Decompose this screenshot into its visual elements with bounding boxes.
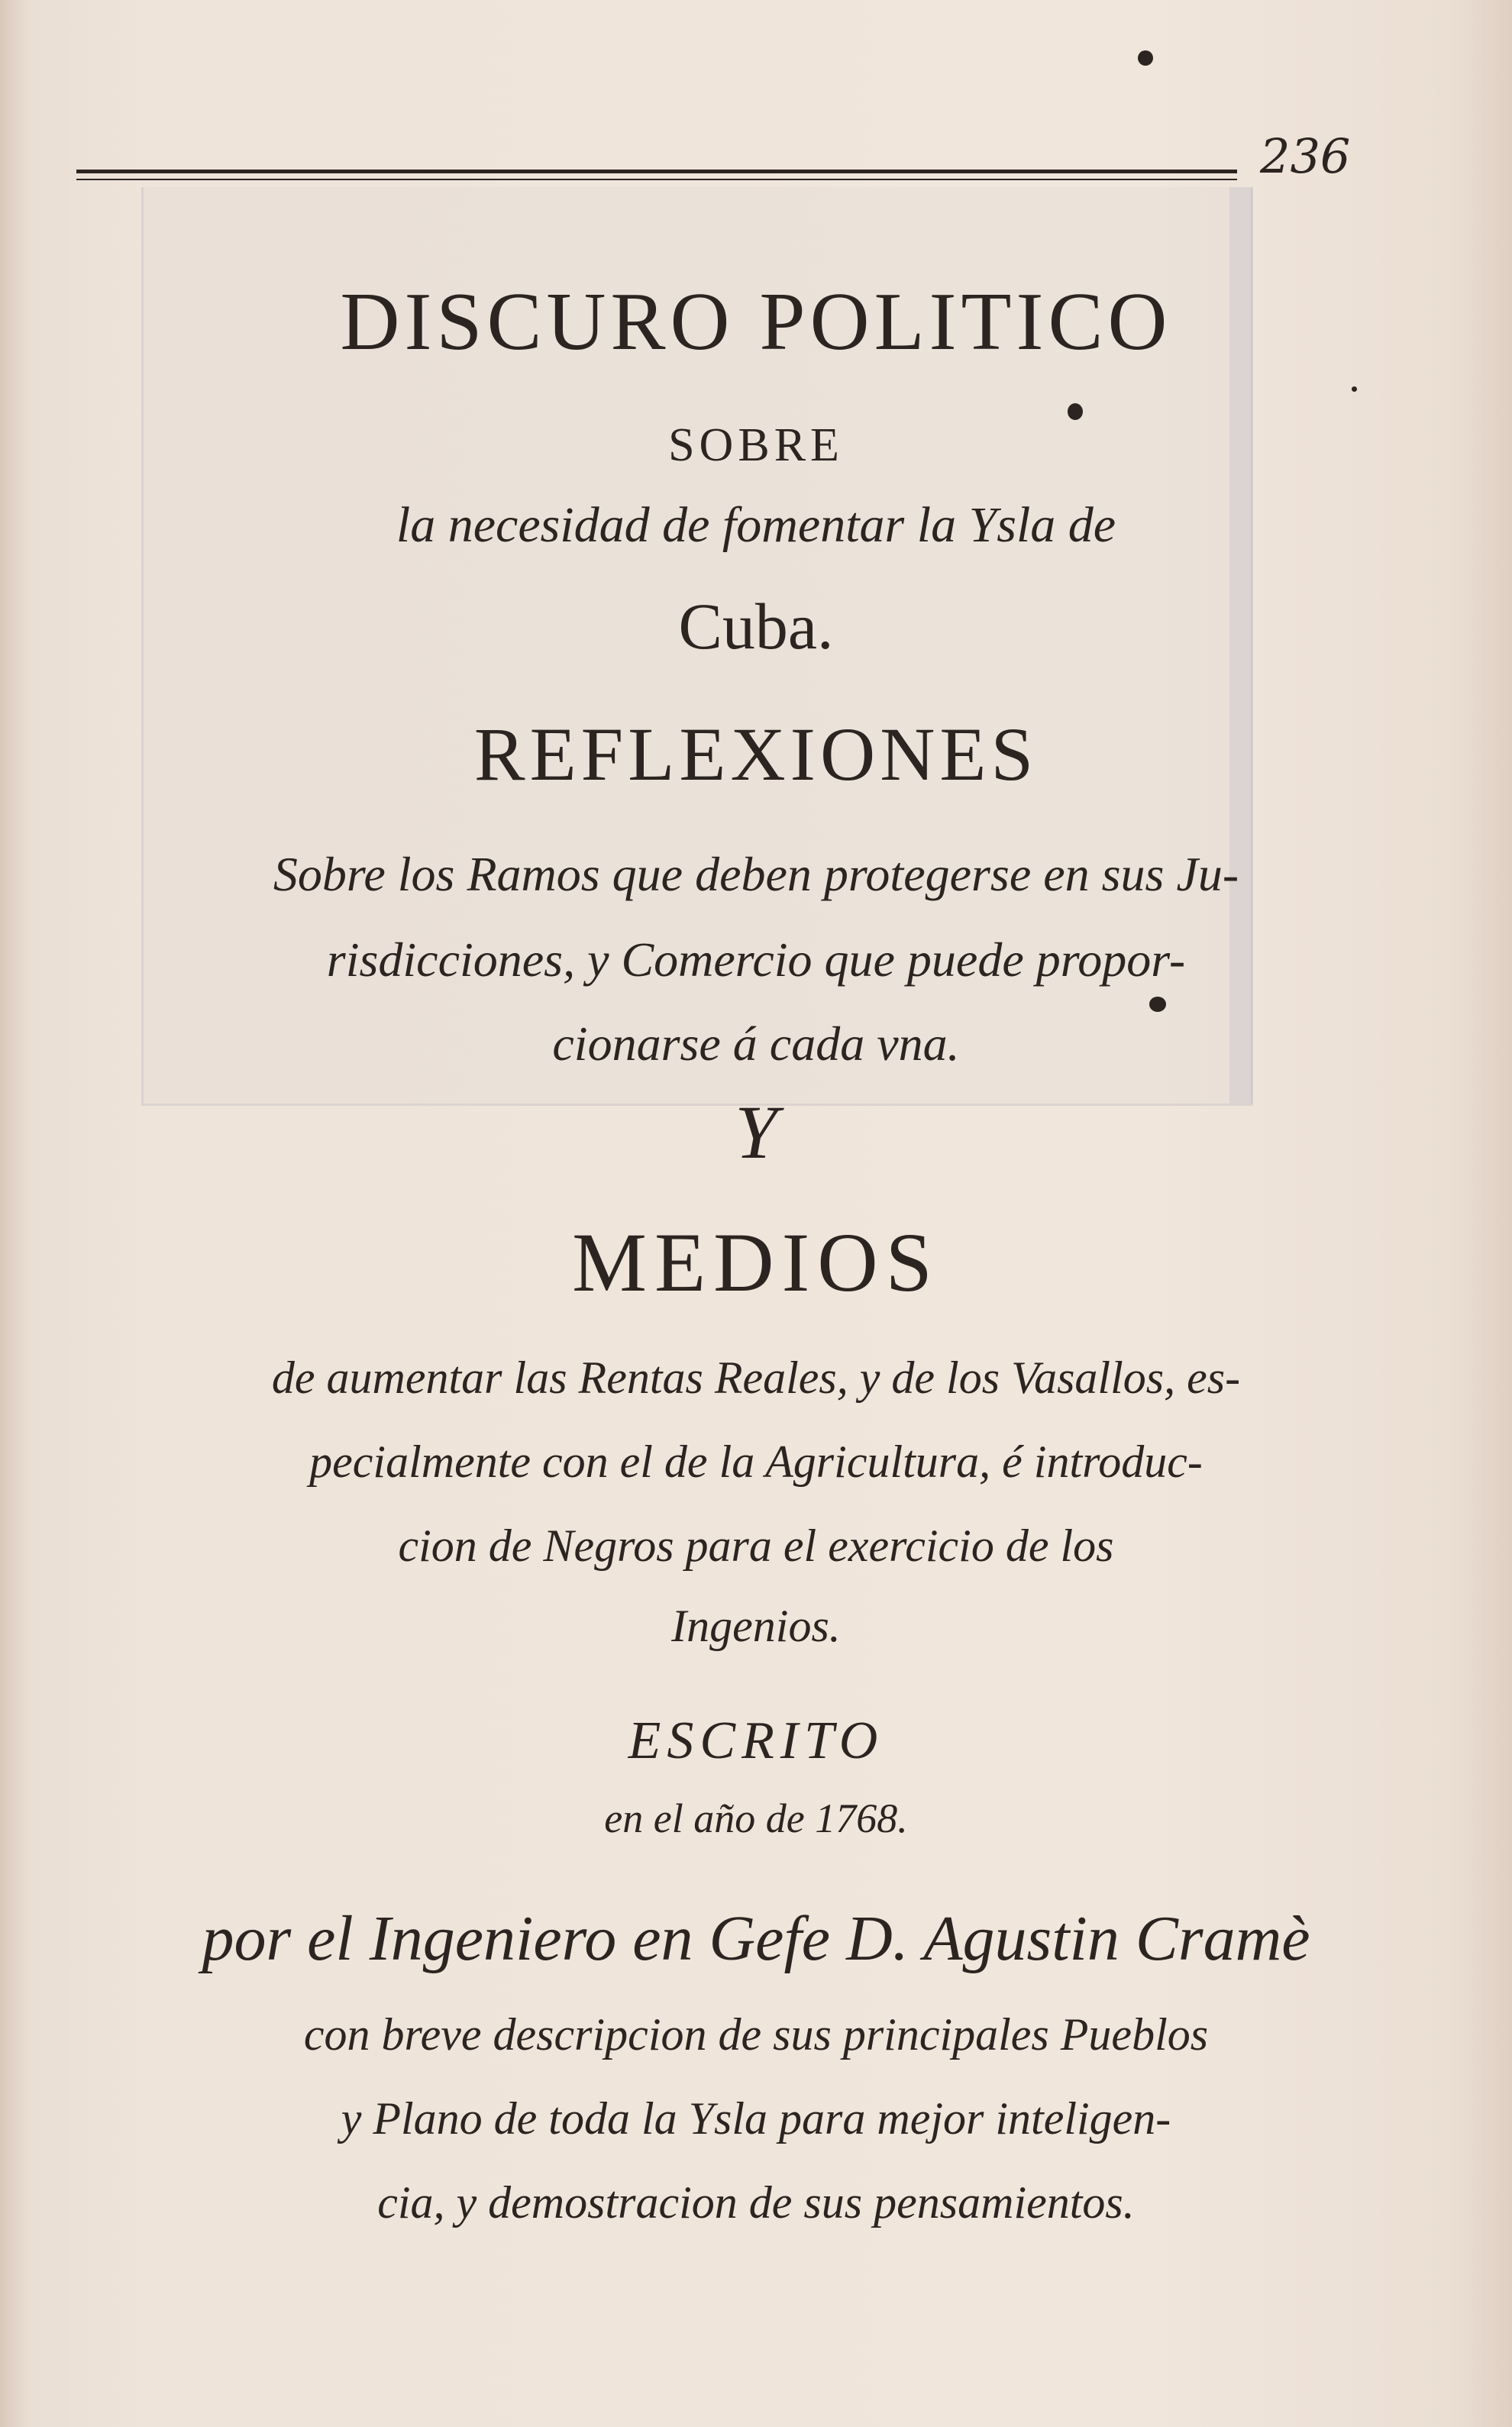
reflexiones-line-2: risdicciones, y Comercio que puede propor- xyxy=(326,932,1186,987)
escrito-heading: ESCRITO xyxy=(628,1711,884,1770)
ink-speck xyxy=(1352,386,1357,392)
reflexiones-line-1: Sobre los Ramos que deben protegerse en sus Ju- xyxy=(273,847,1239,901)
header-rule-thin xyxy=(76,179,1237,180)
year-line: en el año de 1768. xyxy=(604,1795,908,1841)
header-rule-thick xyxy=(76,170,1237,173)
subtitle-line-1: la necesidad de fomentar la Ysla de xyxy=(396,497,1116,553)
author-line: por el Ingeniero en Gefe D. Agustin Cramè xyxy=(202,1903,1310,1974)
medios-heading: MEDIOS xyxy=(572,1216,940,1309)
ink-speck xyxy=(1138,50,1153,66)
medios-line-2: pecialmente con el de la Agricultura, é introduc- xyxy=(309,1436,1203,1487)
description-line-2: y Plano de toda la Ysla para mejor inteligen- xyxy=(341,2093,1171,2144)
medios-line-4: Ingenios. xyxy=(671,1601,841,1651)
sobre-heading: SOBRE xyxy=(668,419,844,471)
subtitle-line-2: Cuba. xyxy=(678,590,834,663)
ink-speck xyxy=(1068,403,1083,420)
description-line-1: con breve descripcion de sus principales Pueblos xyxy=(303,2009,1209,2060)
title: DISCURO POLITICO xyxy=(340,276,1172,367)
reflexiones-line-3: cionarse á cada vna. xyxy=(552,1016,960,1071)
folio-number: 236 xyxy=(1260,128,1351,184)
description-line-3: cia, y demostracion de sus pensamientos. xyxy=(377,2177,1135,2228)
ink-speck xyxy=(1149,997,1166,1012)
medios-line-3: cion de Negros para el exercicio de los xyxy=(398,1521,1114,1571)
medios-line-1: de aumentar las Rentas Reales, y de los Vasallos, es- xyxy=(271,1352,1241,1403)
reflexiones-heading: REFLEXIONES xyxy=(473,712,1039,797)
conjunction-y: Y xyxy=(735,1090,777,1175)
